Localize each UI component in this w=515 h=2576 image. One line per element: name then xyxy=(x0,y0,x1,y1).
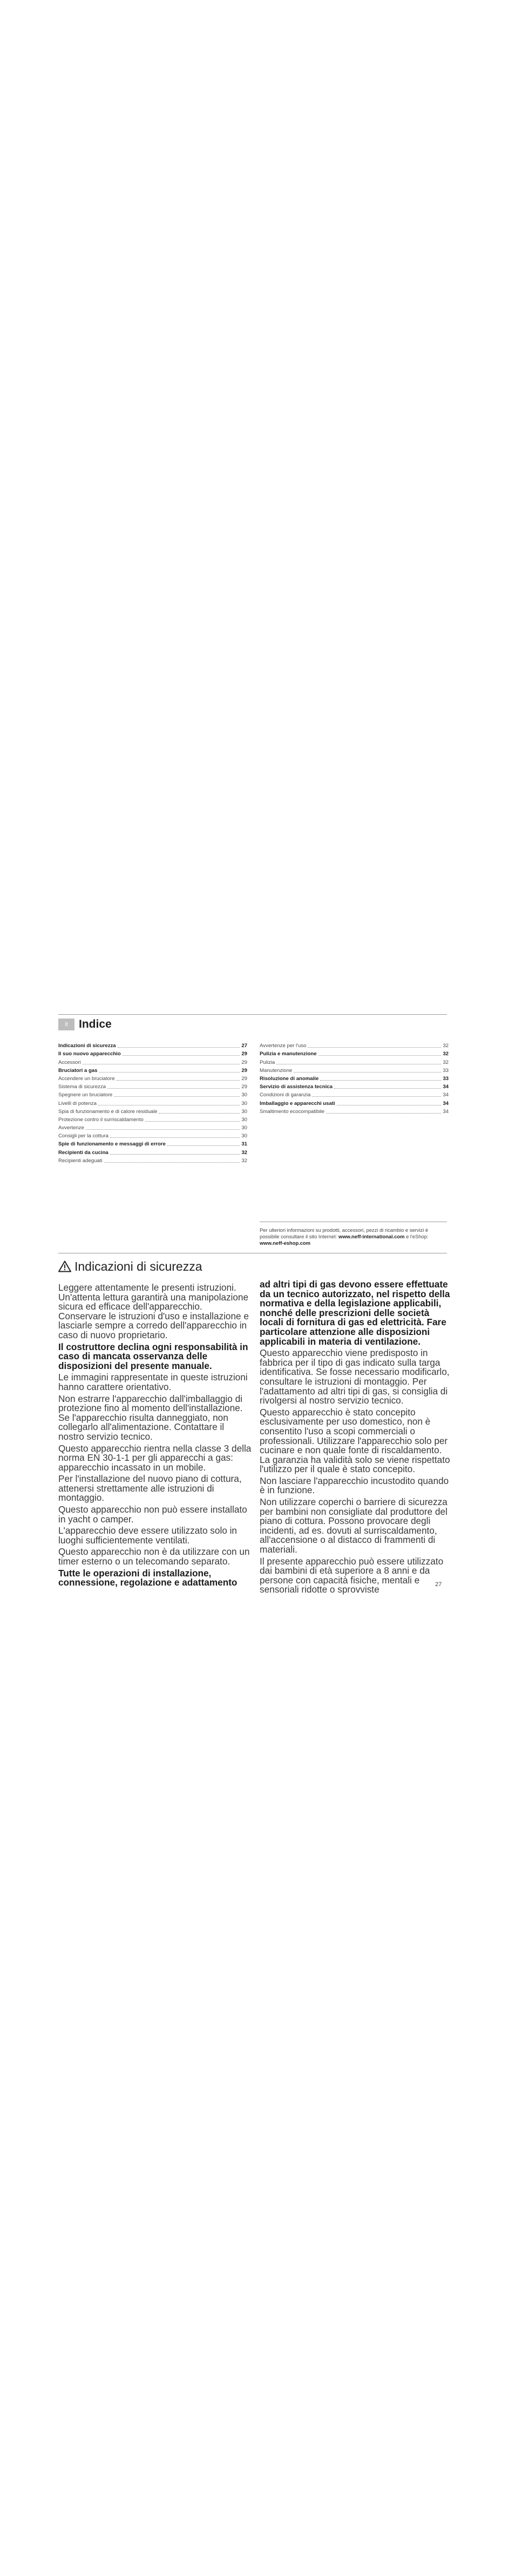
toc-left-column xyxy=(58,1041,247,1164)
toc-entry-label: Spie di funzionamento e messaggi di errore xyxy=(58,1141,166,1148)
toc-entry-page: 33 xyxy=(443,1075,449,1082)
toc-entry-label: Risoluzione di anomalie xyxy=(260,1075,319,1082)
toc-leader-dots xyxy=(123,1055,240,1056)
toc-entry[interactable] xyxy=(260,1082,449,1090)
safety-paragraph: ad altri tipi di gas devono essere effettuate da un tecnico autorizzato, nel rispetto della normativa e della legislazione applicabili, nonché delle prescrizioni delle società locali di fornitura di gas ed elettricità. Fare particolare attenzione alle disposizioni applicabili in materia di ventilazione. xyxy=(260,1279,450,1347)
toc-entry[interactable] xyxy=(260,1090,449,1098)
toc-entry-label: Sistema di sicurezza xyxy=(58,1084,106,1090)
toc-leader-dots xyxy=(117,1080,240,1081)
toc-entry-page: 29 xyxy=(241,1051,247,1057)
toc-leader-dots xyxy=(294,1071,441,1073)
toc-entry-page: 31 xyxy=(241,1141,247,1148)
toc-leader-dots xyxy=(110,1154,240,1155)
toc-entry-page: 34 xyxy=(443,1100,449,1107)
toc-entry[interactable] xyxy=(260,1041,449,1049)
toc-leader-dots xyxy=(276,1063,441,1064)
toc-leader-dots xyxy=(98,1104,240,1105)
toc-entry-label: Indicazioni di sicurezza xyxy=(58,1043,116,1049)
toc-leader-dots xyxy=(337,1104,442,1105)
toc-entry[interactable] xyxy=(58,1049,247,1057)
toc-entry-page: 29 xyxy=(241,1084,247,1090)
toc-leader-dots xyxy=(312,1096,441,1097)
safety-paragraph: Questo apparecchio non è da utilizzare con un timer esterno o un telecomando separato. xyxy=(58,1546,250,1567)
toc-leader-dots xyxy=(319,1055,442,1056)
toc-leader-dots xyxy=(104,1162,240,1163)
safety-paragraph: Non estrarre l'apparecchio dall'imballaggio di protezione fino al momento dell'installazione. Se l'apparecchio risulta danneggiato, non collegarlo all'alimentazione. Contattare il nostro servizio tecnico. xyxy=(58,1393,243,1442)
toc-entry-page: 32 xyxy=(241,1149,247,1156)
toc-leader-dots xyxy=(118,1047,240,1048)
toc-entry[interactable] xyxy=(58,1115,247,1123)
toc-entry[interactable] xyxy=(260,1098,449,1107)
toc-leader-dots xyxy=(167,1145,240,1146)
toc-entry-page: 30 xyxy=(241,1116,247,1123)
toc-entry-page: 30 xyxy=(241,1133,247,1139)
toc-entry[interactable] xyxy=(260,1066,449,1074)
toc-entry-label: Recipienti da cucina xyxy=(58,1149,109,1156)
toc-entry[interactable] xyxy=(58,1082,247,1090)
toc-entry-label: Il suo nuovo apparecchio xyxy=(58,1051,121,1057)
safety-title: Indicazioni di sicurezza xyxy=(74,1259,202,1273)
safety-paragraph: Questo apparecchio è stato concepito esclusivamente per uso domestico, non è consentito l'uso a scopi commerciali o professionali. Utilizzare l'apparecchio solo per cucinare e non quale fonte di riscaldamento. La garanzia ha validità solo se viene rispettato l'utilizzo per il quale è stato concepito. xyxy=(260,1406,450,1475)
toc-entry-label: Consigli per la cottura xyxy=(58,1133,109,1139)
toc-entry-page: 33 xyxy=(443,1067,449,1074)
toc-entry[interactable] xyxy=(260,1074,449,1082)
toc-leader-dots xyxy=(114,1096,240,1097)
toc-entry[interactable] xyxy=(58,1066,247,1074)
safety-paragraph: L'apparecchio deve essere utilizzato solo in luoghi sufficientemente ventilati. xyxy=(58,1525,237,1546)
toc-entry-page: 30 xyxy=(241,1100,247,1107)
safety-paragraph: Il costruttore declina ogni responsabilità in caso di mancata osservanza delle disposizioni del presente manuale. xyxy=(58,1341,248,1371)
warning-triangle-icon xyxy=(58,1260,71,1272)
website-link[interactable]: www.neff-international.com xyxy=(338,1233,405,1240)
toc-entry[interactable] xyxy=(58,1139,247,1148)
toc-entry-page: 29 xyxy=(241,1059,247,1066)
toc-entry[interactable] xyxy=(58,1156,247,1164)
toc-entry-page: 34 xyxy=(443,1092,449,1098)
toc-leader-dots xyxy=(326,1112,441,1114)
note-text: Per ulteriori informazioni su prodotti, accessori, pezzi di ricambio e servizi è possibile consultare il sito Internet: xyxy=(260,1227,429,1240)
toc-entry-page: 32 xyxy=(443,1059,449,1066)
safety-left-column xyxy=(58,1283,252,1590)
toc-leader-dots xyxy=(145,1121,240,1122)
toc-entry[interactable] xyxy=(58,1107,247,1115)
toc-entry-page: 29 xyxy=(241,1067,247,1074)
toc-entry-label: Manutenzione xyxy=(260,1067,293,1074)
toc-entry[interactable] xyxy=(58,1098,247,1107)
toc-leader-dots xyxy=(110,1137,240,1138)
toc-entry[interactable] xyxy=(260,1057,449,1066)
toc-leader-dots xyxy=(320,1080,441,1081)
index-title: Indice xyxy=(79,1018,112,1030)
safety-right-column xyxy=(260,1280,453,1597)
toc-entry-label: Livelli di potenza xyxy=(58,1100,97,1107)
toc-entry-label: Avvertenze per l'uso xyxy=(260,1043,307,1049)
toc-entry-label: Protezione contro il surriscaldamento xyxy=(58,1116,144,1123)
toc-entry-label: Servizio di assistenza tecnica xyxy=(260,1084,333,1090)
toc-entry-page: 30 xyxy=(241,1125,247,1131)
toc-entry-page: 32 xyxy=(241,1157,247,1164)
safety-paragraph: Non utilizzare coperchi o barriere di sicurezza per bambini non consigliate dal produttore del piano di cottura. Possono provocare degli incidenti, ad es. dovuti al surriscaldamento, all'accensione o al distacco di frammenti di materiali. xyxy=(260,1496,448,1555)
toc-entry-label: Smaltimento ecocompatibile xyxy=(260,1108,324,1115)
toc-entry-label: Accessori xyxy=(58,1059,81,1066)
safety-paragraph: Le immagini rappresentate in queste istruzioni hanno carattere orientativo. xyxy=(58,1372,248,1392)
safety-paragraph: Il presente apparecchio può essere utilizzato dai bambini di età superiore a 8 anni e da persone con capacità fisiche, mentali e sensoriali ridotte o sprovviste xyxy=(260,1555,444,1595)
toc-entry-label: Accendere un bruciatore xyxy=(58,1075,115,1082)
index-top-rule xyxy=(58,1014,447,1015)
safety-paragraph: Per l'installazione del nuovo piano di cottura, attenersi strettamente alle istruzioni di montaggio. xyxy=(58,1473,242,1503)
toc-entry[interactable] xyxy=(58,1041,247,1049)
toc-leader-dots xyxy=(308,1047,441,1048)
toc-entry-label: Avvertenze xyxy=(58,1125,84,1131)
toc-entry[interactable] xyxy=(58,1090,247,1098)
toc-entry[interactable] xyxy=(58,1057,247,1066)
eshop-link[interactable]: www.neff-eshop.com xyxy=(260,1240,310,1246)
toc-entry-page: 29 xyxy=(241,1075,247,1082)
toc-entry[interactable] xyxy=(58,1131,247,1139)
safety-paragraph: Leggere attentamente le presenti istruzioni. Un'attenta lettura garantirà una manipolazione sicura ed efficace dell'apparecchio. Conservare le istruzioni d'uso e installazione e lasciarle sempre a corredo dell'apparecchio in caso di nuovo proprietario. xyxy=(58,1282,249,1340)
toc-entry[interactable] xyxy=(260,1107,449,1115)
page-number: 27 xyxy=(435,1581,442,1588)
toc-entry-label: Pulizia xyxy=(260,1059,275,1066)
safety-header xyxy=(58,1258,447,1274)
index-header xyxy=(58,1016,447,1033)
toc-leader-dots xyxy=(99,1071,240,1073)
toc-leader-dots xyxy=(107,1088,240,1089)
toc-entry-label: Spegnere un bruciatore xyxy=(58,1092,113,1098)
toc-leader-dots xyxy=(86,1129,240,1130)
safety-paragraph: Non lasciare l'apparecchio incustodito quando è in funzione. xyxy=(260,1475,449,1496)
toc-entry-label: Bruciatori a gas xyxy=(58,1067,98,1074)
toc-entry-label: Spia di funzionamento e di calore residuale xyxy=(58,1108,158,1115)
toc-entry[interactable] xyxy=(260,1049,449,1057)
website-note xyxy=(260,1227,449,1247)
toc-leader-dots xyxy=(83,1063,240,1064)
toc-entry-label: Condizioni di garanzia xyxy=(260,1092,311,1098)
toc-entry-page: 27 xyxy=(241,1043,247,1049)
toc-entry-page: 34 xyxy=(443,1084,449,1090)
toc-entry-page: 32 xyxy=(443,1043,449,1049)
toc-right-column xyxy=(260,1041,449,1115)
language-badge: it xyxy=(58,1019,74,1030)
safety-paragraph: Questo apparecchio rientra nella classe 3 della norma EN 30-1-1 per gli apparecchi a gas: apparecchio incassato in un mobile. xyxy=(58,1442,252,1473)
toc-entry-page: 34 xyxy=(443,1108,449,1115)
toc-leader-dots xyxy=(159,1112,240,1114)
toc-entry-label: Recipienti adeguati xyxy=(58,1157,103,1164)
toc-entry[interactable] xyxy=(58,1148,247,1156)
toc-entry-page: 32 xyxy=(443,1051,449,1057)
toc-leader-dots xyxy=(334,1088,441,1089)
toc-entry[interactable] xyxy=(58,1123,247,1131)
toc-entry-page: 30 xyxy=(241,1108,247,1115)
toc-entry[interactable] xyxy=(58,1074,247,1082)
toc-entry-label: Pulizia e manutenzione xyxy=(260,1051,317,1057)
note-connector: e l'eShop: xyxy=(404,1233,429,1240)
safety-paragraph: Questo apparecchio viene predisposto in fabbrica per il tipo di gas indicato sulla targa identificativa. Se fosse necessario modificarlo, consultare le istruzioni di montaggio. Per l'adattamento ad altri tipi di gas, si consiglia di rivolgersi al nostro servizio tecnico. xyxy=(260,1347,450,1406)
safety-paragraph: Questo apparecchio non può essere installato in yacht o camper. xyxy=(58,1504,247,1525)
safety-paragraph: Tutte le operazioni di installazione, connessione, regolazione e adattamento xyxy=(58,1567,238,1588)
toc-entry-label: Imballaggio e apparecchi usati xyxy=(260,1100,335,1107)
toc-entry-page: 30 xyxy=(241,1092,247,1098)
